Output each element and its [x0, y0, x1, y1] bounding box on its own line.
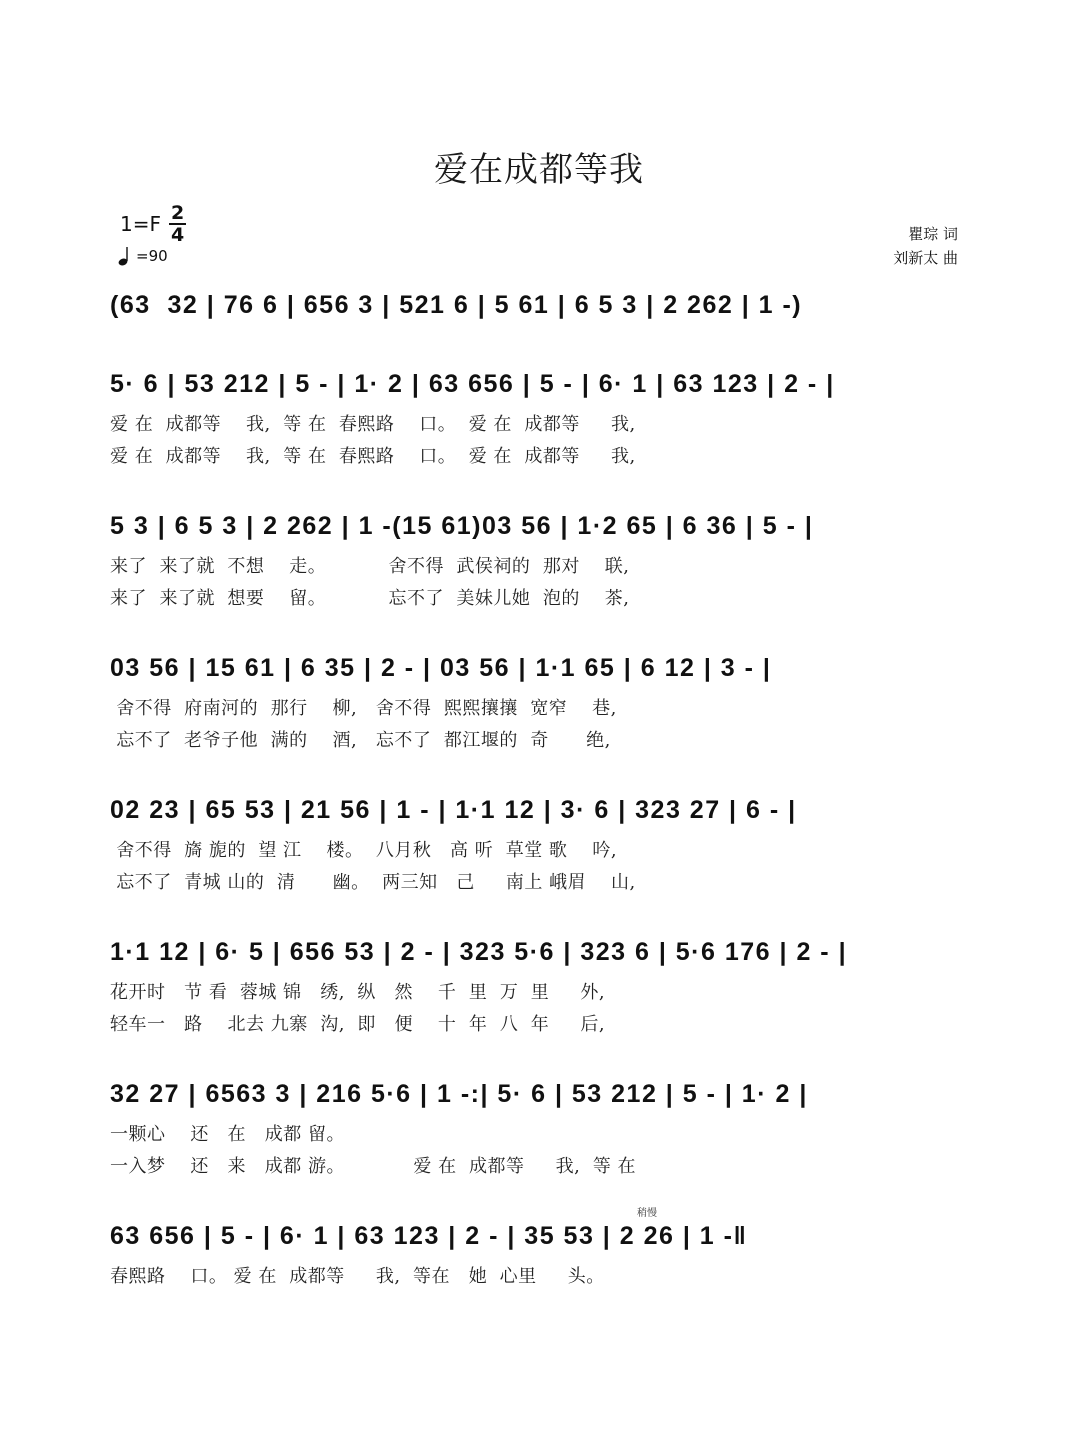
notation-row: 1·1 12 | 6· 5 | 656 53 | 2 - | 323 5·6 | 323 6 | 5·6 176 | 2 - | — [110, 938, 848, 966]
lyricist: 瞿琮 词 — [908, 225, 958, 243]
tempo-value: =90 — [136, 247, 168, 265]
notation-row: 5 3 | 6 5 3 | 2 262 | 1 -(15 61)03 56 | 1·2 65 | 6 36 | 5 - | — [110, 512, 814, 540]
lyric-verse-2: 来了 来了就 想要 留。 忘不了 美妹儿她 泡的 茶, — [110, 588, 630, 609]
key-signature — [120, 203, 186, 245]
lyric-verse-1: 花开时 节 看 蓉城 锦 绣, 纵 然 千 里 万 里 外, — [110, 982, 606, 1003]
lyric-verse-1: 舍不得 府南河的 那行 柳, 舍不得 熙熙攘攘 宽窄 巷, — [110, 698, 617, 719]
meter-bottom: 4 — [171, 224, 185, 246]
tempo-marking-slow: 稍慢 — [637, 1208, 657, 1219]
credits — [893, 222, 958, 270]
key-label: 1=F — [120, 212, 161, 236]
lyric-verse-2: 一入梦 还 来 成都 游。 爱 在 成都等 我, 等 在 — [110, 1156, 637, 1177]
notation-row: 63 656 | 5 - | 6· 1 | 63 123 | 2 - | 35 53 | 2 26 | 1 -‖ — [110, 1222, 748, 1250]
lyric-verse-1: 春熙路 口。 爱 在 成都等 我, 等在 她 心里 头。 — [110, 1266, 605, 1287]
song-title: 爱在成都等我 — [434, 150, 644, 190]
meter-top: 2 — [171, 202, 185, 224]
lyric-verse-1: 爱 在 成都等 我, 等 在 春熙路 口。 爱 在 成都等 我, — [110, 414, 636, 435]
tempo-marking — [118, 246, 168, 266]
notation-row: 03 56 | 15 61 | 6 35 | 2 - | 03 56 | 1·1 65 | 6 12 | 3 - | — [110, 654, 772, 682]
notation-row: 02 23 | 65 53 | 21 56 | 1 - | 1·1 12 | 3· 6 | 323 27 | 6 - | — [110, 796, 797, 824]
quarter-note-icon — [118, 246, 132, 266]
lyric-verse-2: 忘不了 老爷子他 满的 酒, 忘不了 都江堰的 奇 绝, — [110, 730, 611, 751]
composer: 刘新太 曲 — [893, 249, 958, 267]
lyric-verse-1: 来了 来了就 不想 走。 舍不得 武侯祠的 那对 联, — [110, 556, 630, 577]
lyric-verse-1: 舍不得 旖 旎的 望 江 楼。 八月秋 高 听 草堂 歌 吟, — [110, 840, 618, 861]
lyric-verse-2: 忘不了 青城 山的 清 幽。 两三知 己 南上 峨眉 山, — [110, 872, 636, 893]
lyric-verse-2: 爱 在 成都等 我, 等 在 春熙路 口。 爱 在 成都等 我, — [110, 446, 636, 467]
lyric-verse-1: 一颗心 还 在 成都 留。 — [110, 1124, 345, 1145]
lyric-verse-2: 轻车一 路 北去 九寨 沟, 即 便 十 年 八 年 后, — [110, 1014, 606, 1035]
notation-row: 32 27 | 6563 3 | 216 5·6 | 1 -:| 5· 6 | 53 212 | 5 - | 1· 2 | — [110, 1080, 808, 1108]
time-signature — [169, 203, 186, 245]
notation-row: (63 32 | 76 6 | 656 3 | 521 6 | 5 61 | 6 5 3 | 2 262 | 1 -) — [110, 291, 803, 319]
notation-row: 5· 6 | 53 212 | 5 - | 1· 2 | 63 656 | 5 - | 6· 1 | 63 123 | 2 - | — [110, 370, 835, 398]
